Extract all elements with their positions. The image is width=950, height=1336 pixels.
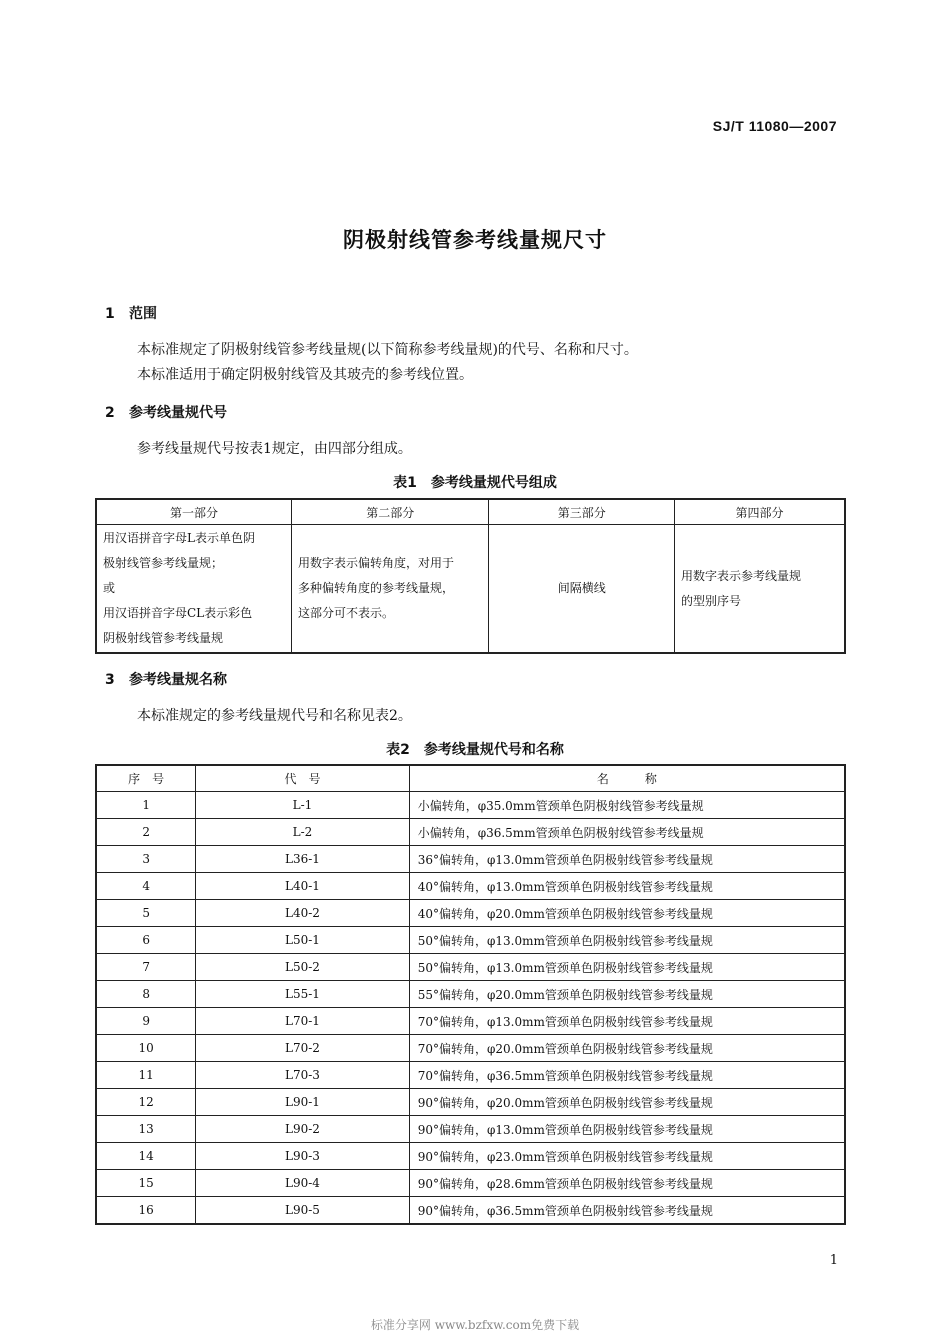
table-row — [96, 981, 845, 1008]
name-cell: 40°偏转角，φ13.0mm管颈单色阴极射线管参考线量规 — [409, 873, 845, 900]
code-cell: L70-2 — [196, 1035, 409, 1062]
table-header-cell: 第四部分 — [674, 499, 845, 525]
name-cell: 90°偏转角，φ20.0mm管颈单色阴极射线管参考线量规 — [409, 1089, 845, 1116]
part-1-description — [96, 525, 291, 654]
code-cell: L-1 — [196, 792, 409, 819]
row-number-cell: 15 — [96, 1170, 196, 1197]
table-row — [96, 1143, 845, 1170]
row-number-cell: 10 — [96, 1035, 196, 1062]
table-header-row — [96, 765, 845, 792]
name-cell: 70°偏转角，φ20.0mm管颈单色阴极射线管参考线量规 — [409, 1035, 845, 1062]
table-row — [96, 1170, 845, 1197]
table-2 — [95, 764, 846, 1225]
table-row — [96, 900, 845, 927]
name-cell: 50°偏转角，φ13.0mm管颈单色阴极射线管参考线量规 — [409, 954, 845, 981]
text-line: 这部分可不表示。 — [297, 606, 394, 620]
name-cell: 90°偏转角，φ36.5mm管颈单色阴极射线管参考线量规 — [409, 1197, 845, 1225]
text-line: 用数字表示参考线量规 — [680, 568, 801, 583]
table-row — [96, 954, 845, 981]
table-row — [96, 1197, 845, 1225]
row-number-cell: 14 — [96, 1143, 196, 1170]
page-title: 阴极射线管参考线量规尺寸 — [343, 228, 607, 252]
text-line: 阴极射线管参考线量规 — [103, 631, 224, 645]
name-cell: 55°偏转角，φ20.0mm管颈单色阴极射线管参考线量规 — [409, 981, 845, 1008]
section-number: 1 — [105, 306, 115, 322]
code-cell: L70-1 — [196, 1008, 409, 1035]
part-3-description: 间隔横线 — [489, 525, 674, 654]
text-line: 或 — [103, 581, 116, 595]
text-line: 用汉语拼音字母CL表示彩色 — [103, 606, 253, 620]
table-row — [96, 873, 845, 900]
row-number-cell: 12 — [96, 1089, 196, 1116]
row-number-cell: 16 — [96, 1197, 196, 1225]
text-line: 用数字表示偏转角度，对用于 — [297, 556, 454, 570]
table-row — [96, 1089, 845, 1116]
row-number-cell: 4 — [96, 873, 196, 900]
code-cell: L90-1 — [196, 1089, 409, 1116]
code-cell: L90-5 — [196, 1197, 409, 1225]
table-1-caption: 表1 参考线量规代号组成 — [393, 475, 557, 491]
name-cell: 90°偏转角，φ28.6mm管颈单色阴极射线管参考线量规 — [409, 1170, 845, 1197]
section-1-paragraph-2: 本标准适用于确定阴极射线管及其玻壳的参考线位置。 — [137, 367, 473, 383]
section-2-heading — [105, 402, 227, 422]
row-number-cell: 6 — [96, 927, 196, 954]
row-number-cell: 1 — [96, 792, 196, 819]
table-row — [96, 1116, 845, 1143]
table-row — [96, 846, 845, 873]
table-header-cell: 第二部分 — [291, 499, 488, 525]
table-header-row — [96, 499, 845, 525]
name-cell: 70°偏转角，φ13.0mm管颈单色阴极射线管参考线量规 — [409, 1008, 845, 1035]
text-line: 用汉语拼音字母L表示单色阴 — [103, 531, 255, 545]
table-row — [96, 1035, 845, 1062]
section-number: 2 — [105, 405, 115, 421]
section-2-paragraph-1: 参考线量规代号按表1规定，由四部分组成。 — [137, 441, 412, 457]
text-line: 多种偏转角度的参考线量规， — [297, 581, 454, 595]
table-row — [96, 1008, 845, 1035]
table-row — [96, 927, 845, 954]
row-number-cell: 13 — [96, 1116, 196, 1143]
table-1 — [95, 498, 846, 654]
text-line: 的型别序号 — [680, 593, 741, 608]
row-number-cell: 7 — [96, 954, 196, 981]
name-cell: 50°偏转角，φ13.0mm管颈单色阴极射线管参考线量规 — [409, 927, 845, 954]
code-cell: L90-2 — [196, 1116, 409, 1143]
row-number-cell: 8 — [96, 981, 196, 1008]
section-3-heading — [105, 669, 227, 689]
table-row — [96, 819, 845, 846]
table-header-cell: 名 称 — [409, 765, 845, 792]
row-number-cell: 11 — [96, 1062, 196, 1089]
section-3-paragraph-1: 本标准规定的参考线量规代号和名称见表2。 — [137, 708, 412, 724]
part-2-description — [291, 525, 488, 654]
name-cell: 小偏转角，φ35.0mm管颈单色阴极射线管参考线量规 — [409, 792, 845, 819]
row-number-cell: 5 — [96, 900, 196, 927]
code-cell: L55-1 — [196, 981, 409, 1008]
standard-code: SJ/T 11080—2007 — [712, 118, 837, 134]
code-cell: L90-3 — [196, 1143, 409, 1170]
page-number: 1 — [829, 1253, 838, 1268]
name-cell: 36°偏转角，φ13.0mm管颈单色阴极射线管参考线量规 — [409, 846, 845, 873]
table-row — [96, 792, 845, 819]
table-header-cell: 序 号 — [96, 765, 196, 792]
name-cell: 70°偏转角，φ36.5mm管颈单色阴极射线管参考线量规 — [409, 1062, 845, 1089]
text-line: 极射线管参考线量规； — [103, 556, 224, 570]
code-cell: L90-4 — [196, 1170, 409, 1197]
section-title: 参考线量规代号 — [129, 405, 227, 421]
row-number-cell: 3 — [96, 846, 196, 873]
section-number: 3 — [105, 672, 115, 688]
code-cell: L-2 — [196, 819, 409, 846]
section-title: 参考线量规名称 — [129, 672, 227, 688]
section-title: 范围 — [129, 306, 157, 322]
code-cell: L50-2 — [196, 954, 409, 981]
section-1-paragraph-1: 本标准规定了阴极射线管参考线量规(以下简称参考线量规)的代号、名称和尺寸。 — [137, 342, 638, 358]
code-cell: L36-1 — [196, 846, 409, 873]
footer-watermark: 标准分享网 www.bzfxw.com免费下载 — [370, 1318, 580, 1332]
table-header-cell: 第三部分 — [489, 499, 674, 525]
table-header-cell: 第一部分 — [96, 499, 291, 525]
code-cell: L70-3 — [196, 1062, 409, 1089]
code-cell: L40-1 — [196, 873, 409, 900]
section-1-heading — [105, 303, 157, 323]
code-cell: L50-1 — [196, 927, 409, 954]
table-2-caption: 表2 参考线量规代号和名称 — [386, 742, 564, 758]
table-body — [96, 792, 845, 1225]
name-cell: 90°偏转角，φ13.0mm管颈单色阴极射线管参考线量规 — [409, 1116, 845, 1143]
part-4-description — [674, 525, 845, 654]
table-row — [96, 525, 845, 654]
row-number-cell: 9 — [96, 1008, 196, 1035]
name-cell: 小偏转角，φ36.5mm管颈单色阴极射线管参考线量规 — [409, 819, 845, 846]
code-cell: L40-2 — [196, 900, 409, 927]
row-number-cell: 2 — [96, 819, 196, 846]
table-row — [96, 1062, 845, 1089]
table-header-cell: 代 号 — [196, 765, 409, 792]
name-cell: 40°偏转角，φ20.0mm管颈单色阴极射线管参考线量规 — [409, 900, 845, 927]
name-cell: 90°偏转角，φ23.0mm管颈单色阴极射线管参考线量规 — [409, 1143, 845, 1170]
